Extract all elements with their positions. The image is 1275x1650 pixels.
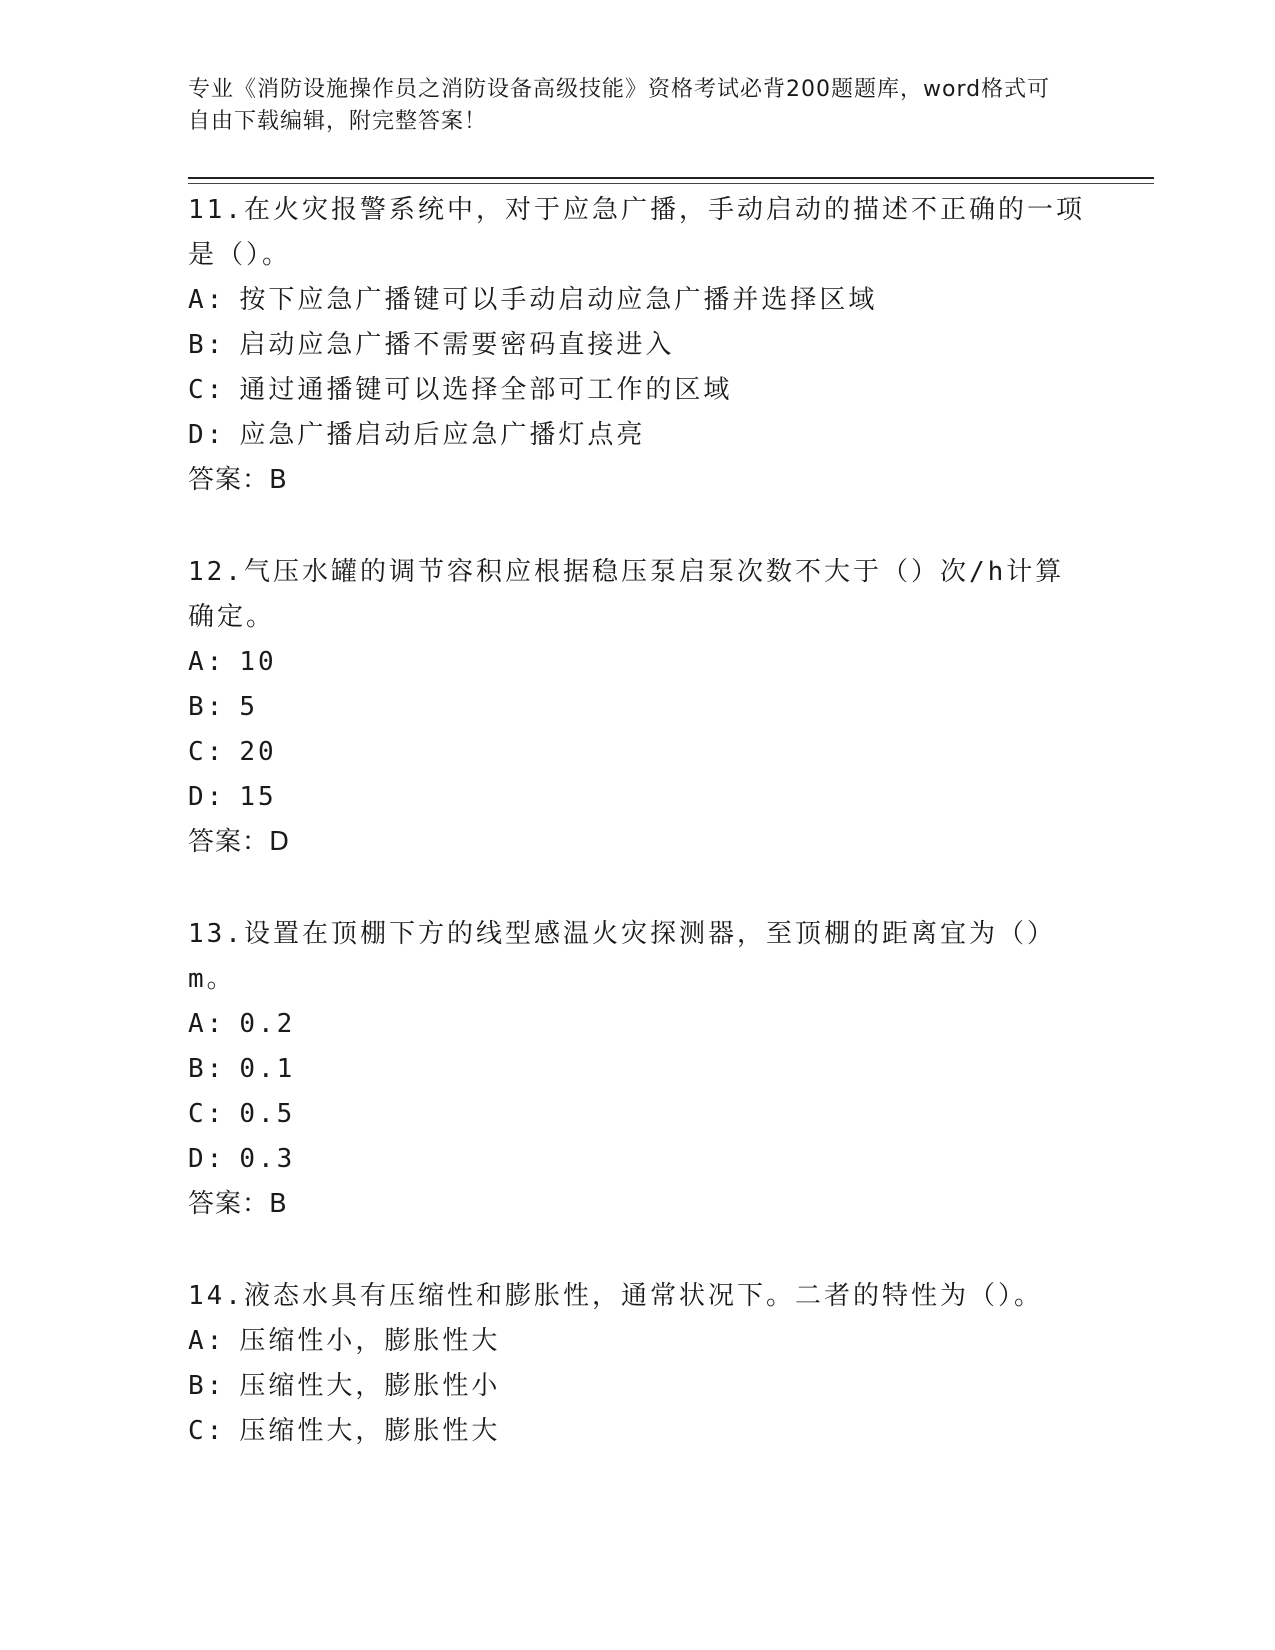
option-a [188,640,1088,685]
option-text: 0.3 [239,1144,296,1174]
option-key: B: [188,1054,226,1084]
option-c [188,1409,1088,1454]
question-12 [188,550,1088,865]
option-text: 0.1 [239,1054,296,1084]
option-key: A: [188,1326,226,1356]
option-text: 压缩性大，膨胀性小 [239,1371,501,1401]
option-b [188,685,1088,730]
answer-line: 答案：B [188,1189,288,1219]
option-text: 0.2 [239,1009,296,1039]
header-text: 专业《消防设施操作员之消防设备高级技能》资格考试必背200题题库，word格式可自由下载编辑，附完整答案！ [188,77,1051,134]
option-a [188,1319,1088,1364]
option-c [188,368,1088,413]
option-a [188,278,1088,323]
document-header [188,74,1068,138]
option-text: 20 [239,737,277,767]
option-text: 压缩性大，膨胀性大 [239,1416,501,1446]
option-c [188,1092,1088,1137]
option-text: 0.5 [239,1099,296,1129]
option-d [188,413,1088,458]
option-key: D: [188,1144,226,1174]
option-d [188,1137,1088,1182]
option-key: B: [188,330,226,360]
option-b [188,1047,1088,1092]
option-text: 压缩性小，膨胀性大 [239,1326,501,1356]
question-stem: 12.气压水罐的调节容积应根据稳压泵启泵次数不大于（）次/h计算确定。 [188,557,1065,632]
option-text: 应急广播启动后应急广播灯点亮 [239,420,646,450]
question-stem: 11.在火灾报警系统中，对于应急广播，手动启动的描述不正确的一项是（）。 [188,195,1085,270]
header-divider-thick [188,177,1154,179]
option-a [188,1002,1088,1047]
option-key: D: [188,782,226,812]
option-text: 通过通播键可以选择全部可工作的区域 [239,375,733,405]
option-text: 按下应急广播键可以手动启动应急广播并选择区域 [239,285,878,315]
option-b [188,323,1088,368]
option-b [188,1364,1088,1409]
option-key: A: [188,647,226,677]
option-text: 10 [239,647,277,677]
option-text: 15 [239,782,277,812]
option-key: C: [188,737,226,767]
answer-line: 答案：D [188,827,291,857]
option-key: A: [188,1009,226,1039]
option-key: C: [188,1416,226,1446]
option-key: C: [188,1099,226,1129]
option-text: 5 [239,692,258,722]
option-text: 启动应急广播不需要密码直接进入 [239,330,675,360]
question-13 [188,912,1088,1227]
option-key: D: [188,420,226,450]
option-c [188,730,1088,775]
option-key: B: [188,692,226,722]
question-stem: 14.液态水具有压缩性和膨胀性，通常状况下。二者的特性为（）。 [188,1281,1043,1311]
option-d [188,775,1088,820]
option-key: A: [188,285,226,315]
question-11 [188,188,1088,503]
option-key: B: [188,1371,226,1401]
question-stem: 13.设置在顶棚下方的线型感温火灾探测器，至顶棚的距离宜为（）m。 [188,919,1056,994]
answer-line: 答案：B [188,465,288,495]
header-divider-thin [188,183,1154,184]
option-key: C: [188,375,226,405]
question-14 [188,1274,1088,1454]
